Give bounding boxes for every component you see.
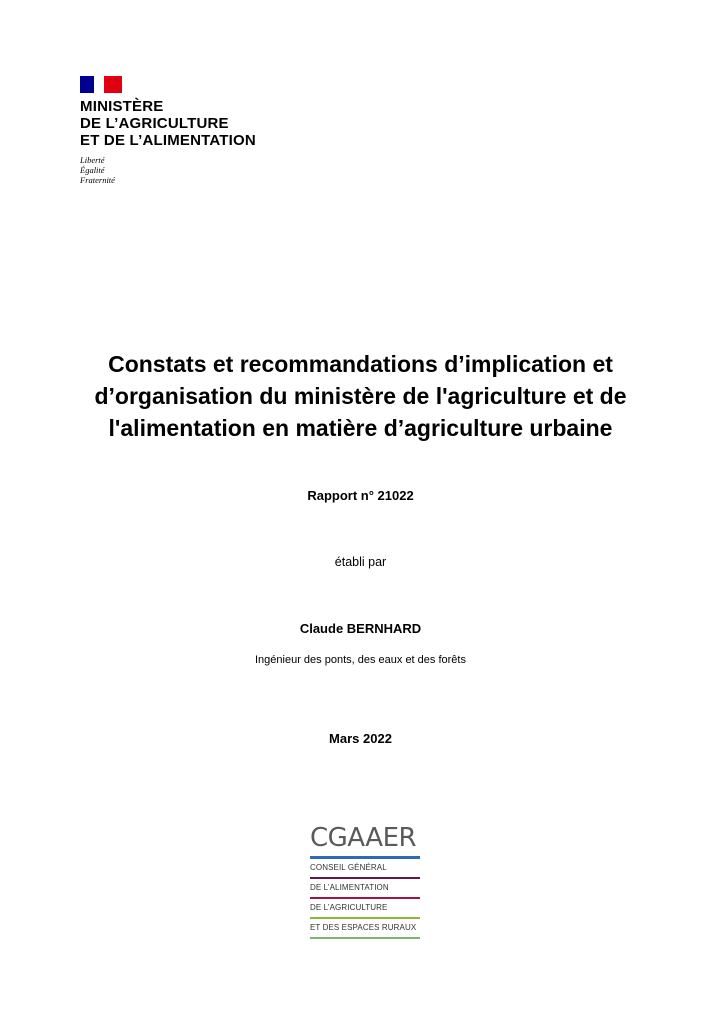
motto-line: Liberté [80,155,105,165]
report-title [40,348,681,444]
cgaaer-line: CONSEIL GÉNÉRAL [310,863,387,872]
ministry-name-line: DE L’AGRICULTURE [80,115,229,132]
flag-red-band [104,76,122,93]
ministry-name-line: ET DE L’ALIMENTATION [80,132,256,149]
motto-line: Fraternité [80,175,115,185]
ministry-name [80,98,320,149]
cgaaer-line: ET DES ESPACES RURAUX [310,923,417,932]
report-number: Rapport n° 21022 [307,488,414,503]
cgaaer-acronym: CGAAER [310,823,417,853]
cgaaer-bar [310,937,420,939]
flag-blue-band [80,76,94,93]
established-by: établi par [334,555,387,569]
author-name: Claude BERNHARD [299,621,422,636]
ministry-name-line: MINISTÈRE [80,98,164,115]
marianne-flag-icon [80,76,122,93]
report-title-line: l'alimentation en matière d’agriculture urbaine [108,415,613,441]
motto-line: Égalité [80,165,105,175]
report-title-line: d’organisation du ministère de l'agriculture et de [94,383,627,409]
cgaaer-line: DE L’ALIMENTATION [310,883,389,892]
author-title: Ingénieur des ponts, des eaux et des forêts [255,654,466,666]
ministry-logo [80,76,320,185]
report-date: Mars 2022 [329,731,392,746]
report-title-line: Constats et recommandations d’implication et [108,351,613,377]
cgaaer-line: DE L’AGRICULTURE [310,903,388,912]
flag-white-band [94,76,104,93]
cgaaer-logo [310,823,420,939]
republic-motto [80,155,320,185]
